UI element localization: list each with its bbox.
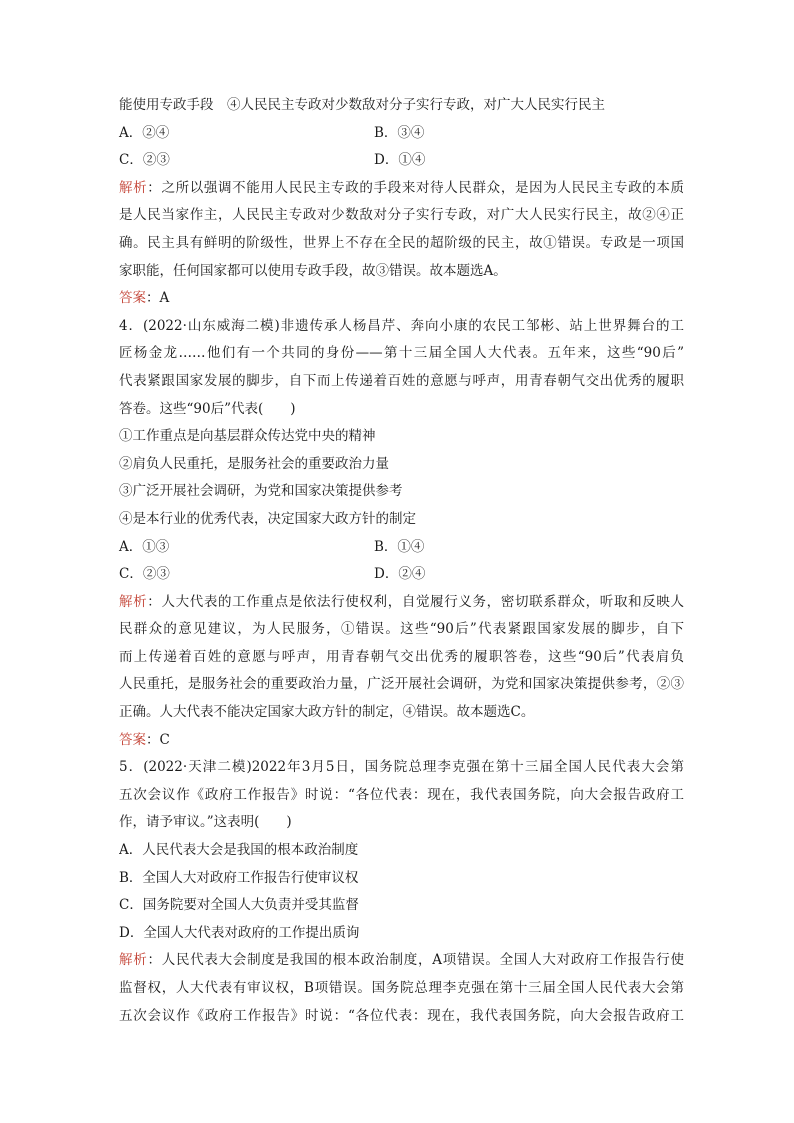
q5-analysis-line-1: 解析：人民代表大会制度是我国的根本政治制度，A项错误。全国人大对政府工作报告行使 [119,952,684,969]
q5-stem-line-3: 作，请予审议。”这表明( ) [119,814,292,831]
q4-analysis-line-5: 正确。人大代表不能决定国家大政方针的制定，④错误。故本题选C。 [119,704,535,721]
q4-option-b: B．①④ [374,538,425,555]
q4-option-c: C．②③ [119,566,170,583]
q3-analysis-line-2: 是人民当家作主，人民民主专政对少数敌对分子实行专政，对广大人民实行民主，故②④正 [119,207,684,224]
q4-statement-1: ①工作重点是向基层群众传达党中央的精神 [119,428,376,445]
q3-option-a: A．②④ [119,124,170,141]
q5-analysis-label: 解析 [119,952,148,969]
q4-options-row-1 [119,534,684,562]
q5-option-b: B．全国人大对政府工作报告行使审议权 [119,869,359,886]
q3-analysis-line-4: 家职能，任何国家都可以使用专政手段，故③错误。故本题选A。 [119,262,507,279]
q3-options-row-1 [119,120,684,148]
q4-analysis-line-3: 而上传递着百姓的意愿与呼声，用青春朝气交出优秀的履职答卷，这些“90后”代表肩负 [119,648,684,665]
q4-option-a: A．①③ [119,538,170,555]
q5-option-c: C．国务院要对全国人大负责并受其监督 [119,897,359,914]
q3-option-c: C．②③ [119,152,170,169]
q4-options-row-2 [119,561,684,589]
q5-option-d: D．全国人大代表对政府的工作提出质询 [119,924,360,941]
q3-stem-tail: 能使用专政手段 ④人民民主专政对少数敌对分子实行专政，对广大人民实行民主 [119,97,605,113]
q5-analysis-line-3: 五次会议作《政府工作报告》时说：“各位代表：现在，我代表国务院，向大会报告政府工 [119,1007,684,1024]
q4-option-d: D．②④ [374,566,426,583]
q4-stem-line-4: 答卷。这些“90后”代表( ) [119,400,296,417]
q5-stem-line-2: 五次会议作《政府工作报告》时说：“各位代表：现在，我代表国务院，向大会报告政府工 [119,786,684,803]
q3-analysis-line-3: 确。民主具有鲜明的阶级性，世界上不存在全民的超阶级的民主，故①错误。专政是一项国 [119,234,684,251]
q4-statement-4: ④是本行业的优秀代表，决定国家大政方针的制定 [119,510,416,527]
q3-analysis-line-1: 解析：之所以强调不能用人民民主专政的手段来对待人民群众，是因为人民民主专政的本质 [119,179,684,196]
q4-answer-value: ：C [146,731,170,748]
q3-answer [119,285,684,313]
q3-answer-value: ：A [146,290,170,307]
q3-answer-label: 答案 [119,290,146,307]
q4-statement-3: ③广泛开展社会调研，为党和国家决策提供参考 [119,483,403,500]
q5-stem-line-1: 5．(2022·天津二模)2022年3月5日，国务院总理李克强在第十三届全国人民代表大会第 [119,759,684,776]
q3-options-row-2 [119,147,684,175]
q4-stem-line-2: 匠杨金龙……他们有一个共同的身份——第十三届全国人大代表。五年来，这些“90后” [119,345,684,362]
q4-analysis-line-1: 解析：人大代表的工作重点是依法行使权利，自觉履行义务，密切联系群众，听取和反映人 [119,593,684,610]
q3-analysis-label: 解析 [119,179,148,196]
q4-stem-line-1: 4．(2022·山东威海二模)非遗传承人杨昌芹、奔向小康的农民工邹彬、站上世界舞台的工 [119,317,684,334]
q4-answer [119,727,684,755]
q4-stem-line-3: 代表紧跟国家发展的脚步，自下而上传递着百姓的意愿与呼声，用青春朝气交出优秀的履职 [119,372,684,389]
q3-option-b: B．③④ [374,124,425,141]
q3-option-d: D．①④ [374,152,426,169]
q5-analysis-line-2: 监督权，人大代表有审议权，B项错误。国务院总理李克强在第十三届全国人民代表大会第 [119,980,684,996]
q4-answer-label: 答案 [119,731,146,748]
q4-analysis-line-4: 人民重托，是服务社会的重要政治力量，广泛开展社会调研，为党和国家决策提供参考，②③ [119,676,684,693]
q4-analysis-line-2: 民群众的意见建议，为人民服务，①错误。这些“90后”代表紧跟国家发展的脚步，自下 [119,621,684,638]
q4-statement-2: ②肩负人民重托，是服务社会的重要政治力量 [119,455,389,472]
q5-option-a: A．人民代表大会是我国的根本政治制度 [119,842,359,859]
q4-analysis-label: 解析 [119,593,148,610]
